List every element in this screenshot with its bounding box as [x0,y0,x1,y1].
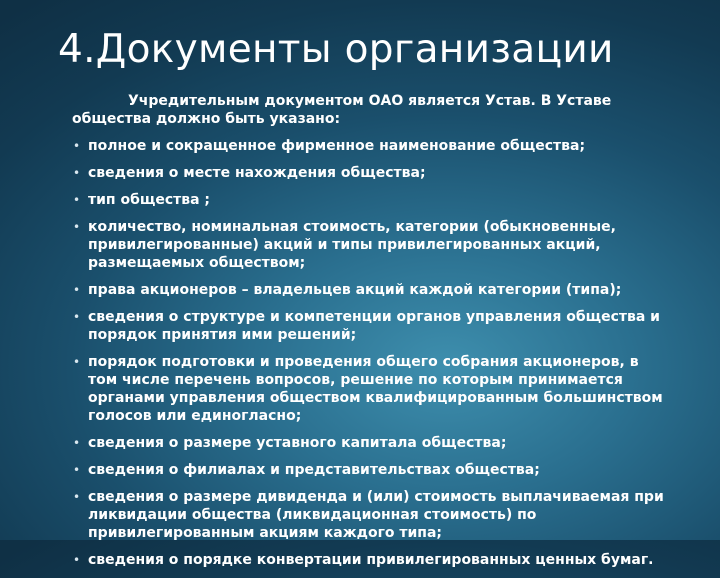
bullet-icon: • [73,436,81,450]
bullet-text: тип общества ; [88,192,211,208]
bullet-icon: • [73,310,81,324]
bullet-text: порядок подготовки и проведения общего собрания акционеров, в том числе перечень вопросов, решение по которым принимается органами управления обществом квалифицированным большинством голосов или единогласно; [88,354,663,424]
bullet-text: права акционеров – владельцев акций каждой категории (типа); [88,282,622,298]
bullet-icon: • [73,139,81,153]
bullet-icon: • [73,193,81,207]
bullet-item [72,137,672,155]
bullet-item [72,551,672,569]
bullet-item [72,281,672,299]
bullet-text: сведения о месте нахождения общества; [88,165,426,181]
bullet-icon: • [73,553,81,567]
bullet-item [72,353,672,425]
bullet-icon: • [73,283,81,297]
bullet-item [72,164,672,182]
bullet-item [72,434,672,452]
bullet-icon: • [73,355,81,369]
bullet-text: сведения о размере дивиденда и (или) стоимость выплачиваемая при ликвидации общества (ликвидационная стоимость) по привилегированным акциям каждого типа; [88,489,664,541]
bullet-icon: • [73,490,81,504]
bullet-item [72,218,672,272]
bullet-list [72,137,672,569]
slide-title: 4.Документы организации [58,27,614,72]
bullet-text: количество, номинальная стоимость, категории (обыкновенные, привилегированные) акций и типы привилегированных акций, размещаемых обществом; [88,219,616,271]
bullet-text: сведения о филиалах и представительствах общества; [88,462,540,478]
slide-content [72,92,672,578]
bullet-icon: • [73,220,81,234]
intro-paragraph: Учредительным документом ОАО является Устав. В Уставе общества должно быть указано: [72,93,612,127]
bullet-icon: • [73,463,81,477]
bullet-icon: • [73,166,81,180]
bullet-item [72,191,672,209]
bullet-item [72,461,672,479]
bullet-text: сведения о порядке конвертации привилегированных ценных бумаг. [88,552,654,568]
bullet-item [72,488,672,542]
bullet-text: сведения о размере уставного капитала общества; [88,435,507,451]
bullet-item [72,308,672,344]
bullet-text: сведения о структуре и компетенции органов управления общества и порядок принятия ими решений; [88,309,660,343]
bullet-text: полное и сокращенное фирменное наименование общества; [88,138,586,154]
